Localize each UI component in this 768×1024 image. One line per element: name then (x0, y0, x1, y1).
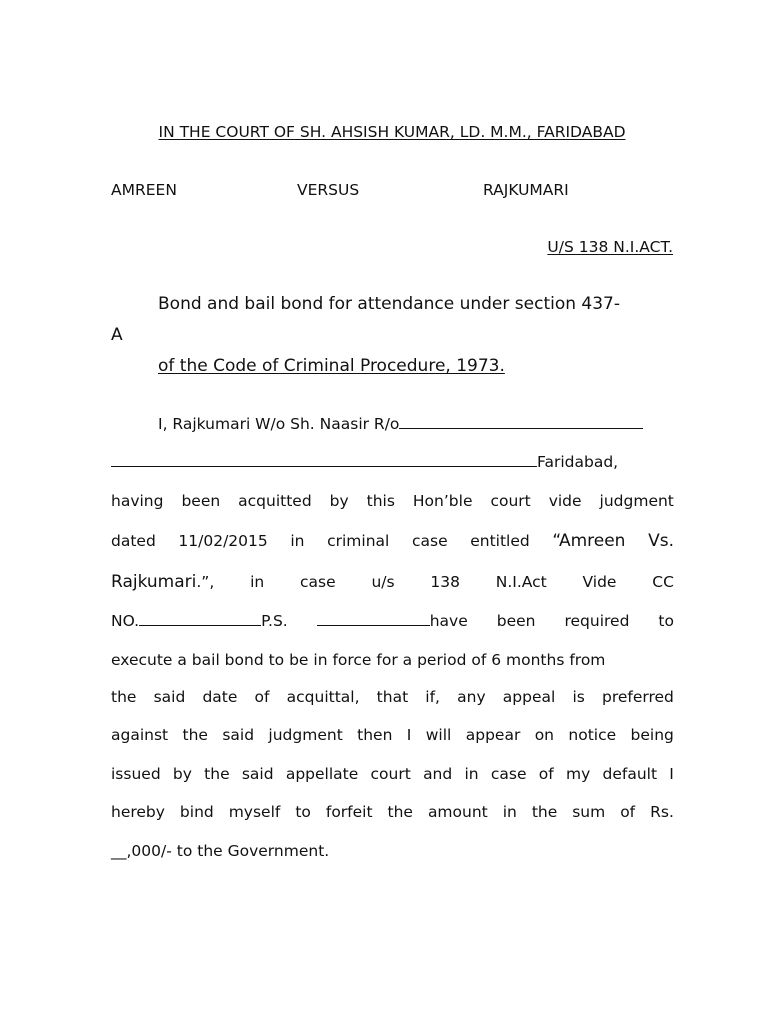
case-party-name: Rajkumari.”, (111, 572, 215, 592)
line5-word: u/s (371, 573, 395, 591)
body-word: bind (179, 803, 214, 821)
body-word: of (538, 765, 554, 783)
body-word: acquitted (238, 492, 312, 510)
body-word: said (222, 726, 255, 744)
body-word: and (423, 765, 453, 783)
body-line-3 (111, 491, 674, 511)
body-line-5 (111, 572, 674, 592)
body-word: of (254, 688, 270, 706)
line5-word: 138 (430, 573, 460, 591)
line5-word: CC (652, 573, 674, 591)
body-word: forfeit (325, 803, 373, 821)
address-blank-1 (399, 414, 643, 429)
body-line-2 (111, 452, 674, 472)
body-line-6 (111, 611, 674, 631)
body-word: if, (425, 688, 440, 706)
body-word: criminal (327, 532, 390, 550)
body-word: this (366, 492, 395, 510)
body-line-7: execute a bail bond to be in force for a period of 6 months from (111, 651, 606, 669)
body-word: the (111, 688, 137, 706)
section-reference: U/S 138 N.I.ACT. (547, 238, 673, 256)
party-accused: RAJKUMARI (483, 181, 569, 199)
body-word: sum (572, 803, 606, 821)
body-line-8 (111, 687, 674, 707)
body-word: appear (465, 726, 521, 744)
body-word: court (490, 492, 531, 510)
body-word: in (290, 532, 305, 550)
party-complainant: AMREEN (111, 181, 177, 199)
versus-label: VERSUS (297, 181, 360, 199)
declarant-text: I, Rajkumari W/o Sh. Naasir R/o (158, 415, 400, 433)
body-word: in (464, 765, 479, 783)
body-word: the (204, 765, 230, 783)
body-word: hereby (111, 803, 165, 821)
body-line-12 (111, 841, 674, 861)
body-word: by (329, 492, 349, 510)
city-text: Faridabad, (537, 453, 619, 471)
body-word: vide (548, 492, 582, 510)
line6-word: been (496, 612, 536, 630)
body-word: in (502, 803, 517, 821)
body-word: any (457, 688, 486, 706)
body-word: court (370, 765, 411, 783)
body-word: then (357, 726, 393, 744)
body-word: acquittal, (286, 688, 360, 706)
body-word: the (531, 803, 558, 821)
line5-word: in (250, 573, 265, 591)
body-word: 11/02/2015 (178, 532, 268, 550)
body-word: judgment (599, 492, 674, 510)
body-line-11 (111, 802, 674, 822)
body-word: “Amreen (552, 531, 626, 551)
body-line-1 (111, 414, 674, 434)
line5-word: case (300, 573, 336, 591)
body-word: case (490, 765, 527, 783)
body-line-9 (111, 725, 674, 745)
body-word: against (111, 726, 169, 744)
body-word: said (153, 688, 186, 706)
body-word: said (241, 765, 274, 783)
body-word: to (295, 803, 311, 821)
body-word: being (630, 726, 674, 744)
body-word: I (669, 765, 674, 783)
body-word: is (572, 688, 585, 706)
body-word: the (182, 726, 208, 744)
body-word: preferred (601, 688, 674, 706)
bond-title-line-2: A (111, 325, 123, 345)
body-word: notice (568, 726, 617, 744)
body-word: Hon’ble (412, 492, 473, 510)
body-word: dated (111, 532, 156, 550)
body-word: appellate (285, 765, 359, 783)
line6-word: required (564, 612, 630, 630)
body-word: case (411, 532, 448, 550)
body-word: that (376, 688, 409, 706)
police-station-group: have (317, 611, 468, 631)
bond-title-line-3: of the Code of Criminal Procedure, 1973. (158, 356, 505, 376)
police-station-blank (317, 611, 430, 626)
body-word: entitled (470, 532, 530, 550)
bond-recipient: to the Government. (171, 842, 330, 860)
body-word: by (172, 765, 192, 783)
line6-word: to (658, 612, 674, 630)
case-number-blank (139, 611, 261, 626)
body-word: Vs. (648, 531, 674, 551)
body-line-4 (111, 531, 674, 551)
case-number-group: NO. P.S. (111, 612, 288, 630)
body-word: date (202, 688, 238, 706)
bond-title-line-1: Bond and bail bond for attendance under section 437- (158, 294, 620, 314)
body-word: I (406, 726, 412, 744)
body-line-10 (111, 764, 674, 784)
body-word: of (620, 803, 636, 821)
body-word: default (602, 765, 658, 783)
line5-word: Vide (582, 573, 617, 591)
court-title: IN THE COURT OF SH. AHSISH KUMAR, LD. M.M., FARIDABAD (158, 123, 626, 141)
body-word: will (425, 726, 452, 744)
body-word: on (534, 726, 555, 744)
address-blank-2 (111, 452, 537, 467)
body-word: amount (427, 803, 488, 821)
body-word: been (181, 492, 221, 510)
body-word: judgment (268, 726, 343, 744)
body-word: issued (111, 765, 161, 783)
body-word: the (387, 803, 413, 821)
body-word: myself (228, 803, 281, 821)
bond-amount: __,000/- (111, 842, 172, 860)
body-word: having (111, 492, 164, 510)
body-word: my (565, 765, 591, 783)
body-word: Rs. (650, 803, 674, 821)
line5-word: N.I.Act (495, 573, 547, 591)
body-word: appeal (502, 688, 556, 706)
